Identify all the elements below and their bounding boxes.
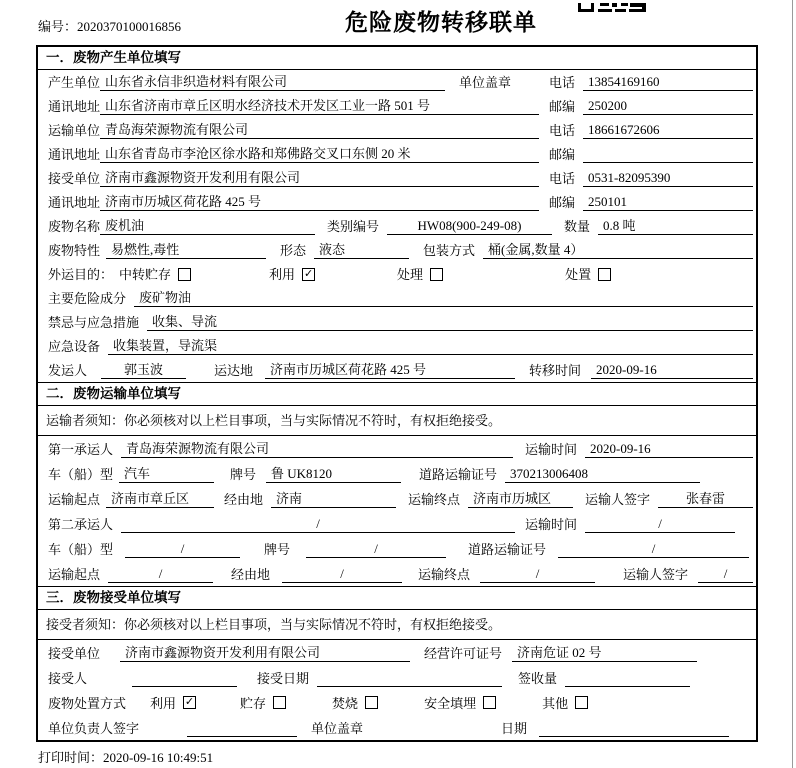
waste-name-value: 废机油 xyxy=(100,215,315,235)
waste-name-label: 废物名称 xyxy=(48,219,101,234)
zip3-label: 邮编 xyxy=(548,195,575,210)
serial-value: 2020370100016856 xyxy=(77,19,182,34)
row-acceptor xyxy=(38,665,756,690)
section1-header: 一．废物产生单位填写 xyxy=(38,47,756,70)
section3-header: 三．废物接受单位填写 xyxy=(38,587,756,610)
disposal-burn-label: 焚烧 xyxy=(332,696,359,711)
plate1-label: 牌号 xyxy=(230,467,257,482)
addr2-label: 通讯地址 xyxy=(48,147,101,162)
print-time-label: 打印时间： xyxy=(38,750,104,765)
carrier2-label: 第二承运人 xyxy=(48,517,114,532)
transfer-time-value: 2020-09-16 xyxy=(591,362,753,379)
transfer-form-table xyxy=(36,45,758,742)
category-value: HW08(900-249-08) xyxy=(387,218,552,235)
row-carrier2 xyxy=(38,511,756,536)
quantity-value: 0.8 吨 xyxy=(598,215,753,235)
purpose-label: 外运目的： xyxy=(48,267,114,282)
sign1-value: 张春雷 xyxy=(658,488,753,508)
hazard-value: 废矿物油 xyxy=(134,287,753,307)
vehicle1-value: 汽车 xyxy=(119,463,214,483)
page-right-edge xyxy=(792,0,793,768)
via2-value: / xyxy=(282,566,402,583)
purpose-utilize-checkbox: ✓ xyxy=(303,267,314,280)
disposal-storage-checkbox xyxy=(273,696,286,709)
packing-value: 桶(金属,数量 4） xyxy=(483,239,753,259)
end1-label: 运输终点 xyxy=(408,492,461,507)
purpose-option-utilize-label: 利用 xyxy=(269,267,296,282)
disposal-landfill-checkbox xyxy=(483,696,496,709)
purpose-option-storage-label: 中转贮存 xyxy=(119,267,172,282)
transporter-value: 青岛海荣源物流有限公司 xyxy=(100,119,539,139)
plate2-label: 牌号 xyxy=(264,542,291,557)
purpose-treat-checkbox xyxy=(430,268,443,281)
date-value xyxy=(539,721,729,737)
plate2-value: / xyxy=(306,541,446,558)
print-time-value: 2020-09-16 10:49:51 xyxy=(103,750,214,765)
receiving-unit-value: 济南市鑫源物资开发利用有限公司 xyxy=(120,642,410,662)
row-producer-address xyxy=(38,94,756,118)
time2-label: 运输时间 xyxy=(524,517,577,532)
row-hazard-component xyxy=(38,286,756,310)
trait-value: 易燃性,毒性 xyxy=(106,239,266,259)
quantity-label: 数量 xyxy=(563,219,590,234)
accept-date-value xyxy=(317,671,502,687)
receiver-value: 济南市鑫源物资开发利用有限公司 xyxy=(100,167,539,187)
via1-label: 经由地 xyxy=(224,492,264,507)
serial-number-line xyxy=(38,16,181,35)
license2-label: 道路运输证号 xyxy=(468,542,547,557)
disposal-utilize-label: 利用 xyxy=(150,696,177,711)
time1-value: 2020-09-16 xyxy=(585,441,753,458)
receiver-label: 接受单位 xyxy=(48,171,101,186)
disposal-label: 废物处置方式 xyxy=(48,696,127,711)
form-value: 液态 xyxy=(314,239,409,259)
transporter-notice: 运输者须知：你必须核对以上栏目事项，当与实际情况不符时，有权拒绝接受。 xyxy=(38,406,756,436)
section2-header: 二．废物运输单位填写 xyxy=(38,383,756,406)
disposal-other-checkbox xyxy=(575,696,588,709)
section-transporter xyxy=(38,382,756,586)
addr3-value: 济南市历城区荷花路 425 号 xyxy=(100,191,539,211)
phone3-label: 电话 xyxy=(548,171,575,186)
disposal-landfill-label: 安全填埋 xyxy=(424,696,477,711)
time2-value: / xyxy=(585,516,735,533)
phone3-value: 0531-82095390 xyxy=(583,170,753,187)
phone1-value: 13854169160 xyxy=(583,74,753,91)
hazard-label: 主要危险成分 xyxy=(48,291,127,306)
addr1-label: 通讯地址 xyxy=(48,99,101,114)
addr3-label: 通讯地址 xyxy=(48,195,101,210)
plate1-value: 鲁 UK8120 xyxy=(266,463,401,483)
transporter-label: 运输单位 xyxy=(48,123,101,138)
row-waste-trait xyxy=(38,238,756,262)
row-vehicle1 xyxy=(38,461,756,486)
disposal-storage-label: 贮存 xyxy=(240,696,267,711)
row-route2 xyxy=(38,561,756,586)
end2-value: / xyxy=(480,566,595,583)
via1-value: 济南 xyxy=(271,488,396,508)
equip-value: 收集装置，导流渠 xyxy=(108,335,753,355)
received-qty-value xyxy=(565,671,690,687)
responsible-sign-value xyxy=(187,721,297,737)
print-time-line xyxy=(38,747,213,766)
trait-label: 废物特性 xyxy=(48,243,101,258)
carrier1-label: 第一承运人 xyxy=(48,442,114,457)
zip1-label: 邮编 xyxy=(548,99,575,114)
row-receiving-unit xyxy=(38,640,756,665)
row-transporter xyxy=(38,118,756,142)
addr1-value: 山东省济南市章丘区明水经济技术开发区工业一路 501 号 xyxy=(100,95,539,115)
origin1-label: 运输起点 xyxy=(48,492,101,507)
row-receiver-address xyxy=(38,190,756,214)
zip2-value xyxy=(583,147,753,163)
disposal-other-label: 其他 xyxy=(542,696,569,711)
phone2-label: 电话 xyxy=(548,123,575,138)
purpose-option-treat-label: 处理 xyxy=(397,267,424,282)
received-qty-label: 签收量 xyxy=(518,671,558,686)
end2-label: 运输终点 xyxy=(418,567,471,582)
acceptor-label: 接受人 xyxy=(48,671,88,686)
category-label: 类别编号 xyxy=(326,219,379,234)
zip2-label: 邮编 xyxy=(548,147,575,162)
receiver-notice: 接受者须知：你必须核对以上栏目事项，当与实际情况不符时，有权拒绝接受。 xyxy=(38,610,756,640)
vehicle2-label: 车（船）型 xyxy=(48,542,114,557)
form-label: 形态 xyxy=(280,243,307,258)
purpose-option-dispose-label: 处置 xyxy=(565,267,592,282)
origin2-label: 运输起点 xyxy=(48,567,101,582)
license1-label: 道路运输证号 xyxy=(419,467,498,482)
transfer-time-label: 转移时间 xyxy=(529,363,582,378)
row-carrier1 xyxy=(38,436,756,461)
row-producer xyxy=(38,70,756,94)
phone2-value: 18661672606 xyxy=(583,122,753,139)
origin2-value: / xyxy=(108,566,213,583)
producer-label: 产生单位 xyxy=(48,75,101,90)
purpose-storage-checkbox xyxy=(178,268,191,281)
taboo-label: 禁忌与应急措施 xyxy=(48,315,140,330)
zip1-value: 250200 xyxy=(583,98,753,115)
packing-label: 包装方式 xyxy=(423,243,476,258)
row-shipper xyxy=(38,358,756,382)
unit-seal2-label: 单位盖章 xyxy=(311,721,364,736)
row-vehicle2 xyxy=(38,536,756,561)
shipper-value: 郭玉波 xyxy=(101,359,186,379)
zip3-value: 250101 xyxy=(583,194,753,211)
sign2-label: 运输人签字 xyxy=(623,567,689,582)
via2-label: 经由地 xyxy=(231,567,271,582)
dest-label: 运达地 xyxy=(214,363,254,378)
vehicle2-value: / xyxy=(125,541,240,558)
accept-date-label: 接受日期 xyxy=(257,671,310,686)
dest-value: 济南市历城区荷花路 425 号 xyxy=(265,359,515,379)
time1-label: 运输时间 xyxy=(524,442,577,457)
page-title: 危险废物转移联单 xyxy=(345,10,537,35)
carrier2-value: / xyxy=(121,516,515,533)
end1-value: 济南市历城区 xyxy=(468,488,573,508)
sign1-label: 运输人签字 xyxy=(585,492,651,507)
origin1-value: 济南市章丘区 xyxy=(106,488,214,508)
permit-value: 济南危证 02 号 xyxy=(512,642,697,662)
section-receiver xyxy=(38,586,756,740)
row-route1 xyxy=(38,486,756,511)
row-transporter-address xyxy=(38,142,756,166)
row-transfer-purpose xyxy=(38,262,756,286)
receiving-unit-label: 接受单位 xyxy=(48,646,101,661)
disposal-burn-checkbox xyxy=(365,696,378,709)
vehicle1-label: 车（船）型 xyxy=(48,467,114,482)
row-waste-name xyxy=(38,214,756,238)
addr2-value: 山东省青岛市李沧区徐水路和郑佛路交叉口东侧 20 米 xyxy=(100,143,539,163)
unit-seal-label: 单位盖章 xyxy=(459,75,512,90)
row-receiver xyxy=(38,166,756,190)
row-disposal-method xyxy=(38,690,756,715)
carrier1-value: 青岛海荣源物流有限公司 xyxy=(121,438,513,458)
acceptor-value xyxy=(132,671,237,687)
phone1-label: 电话 xyxy=(548,75,575,90)
row-emergency-equipment xyxy=(38,334,756,358)
row-responsible-sign xyxy=(38,715,756,740)
shipper-label: 发运人 xyxy=(48,363,88,378)
disposal-utilize-checkbox: ✓ xyxy=(184,696,195,708)
purpose-dispose-checkbox xyxy=(598,268,611,281)
serial-label: 编号： xyxy=(38,19,78,34)
license2-value: / xyxy=(558,541,749,558)
producer-value: 山东省永信非织造材料有限公司 xyxy=(100,71,445,91)
taboo-value: 收集、导流 xyxy=(147,311,753,331)
permit-label: 经营许可证号 xyxy=(424,646,503,661)
section-producer xyxy=(38,47,756,382)
equip-label: 应急设备 xyxy=(48,339,101,354)
date-label: 日期 xyxy=(501,721,528,736)
license1-value: 370213006408 xyxy=(505,466,700,483)
qr-code-fragment-icon xyxy=(578,0,646,16)
document-header xyxy=(0,0,796,45)
responsible-sign-label: 单位负责人签字 xyxy=(48,721,140,736)
sign2-value: / xyxy=(698,566,753,583)
row-taboo-measures xyxy=(38,310,756,334)
